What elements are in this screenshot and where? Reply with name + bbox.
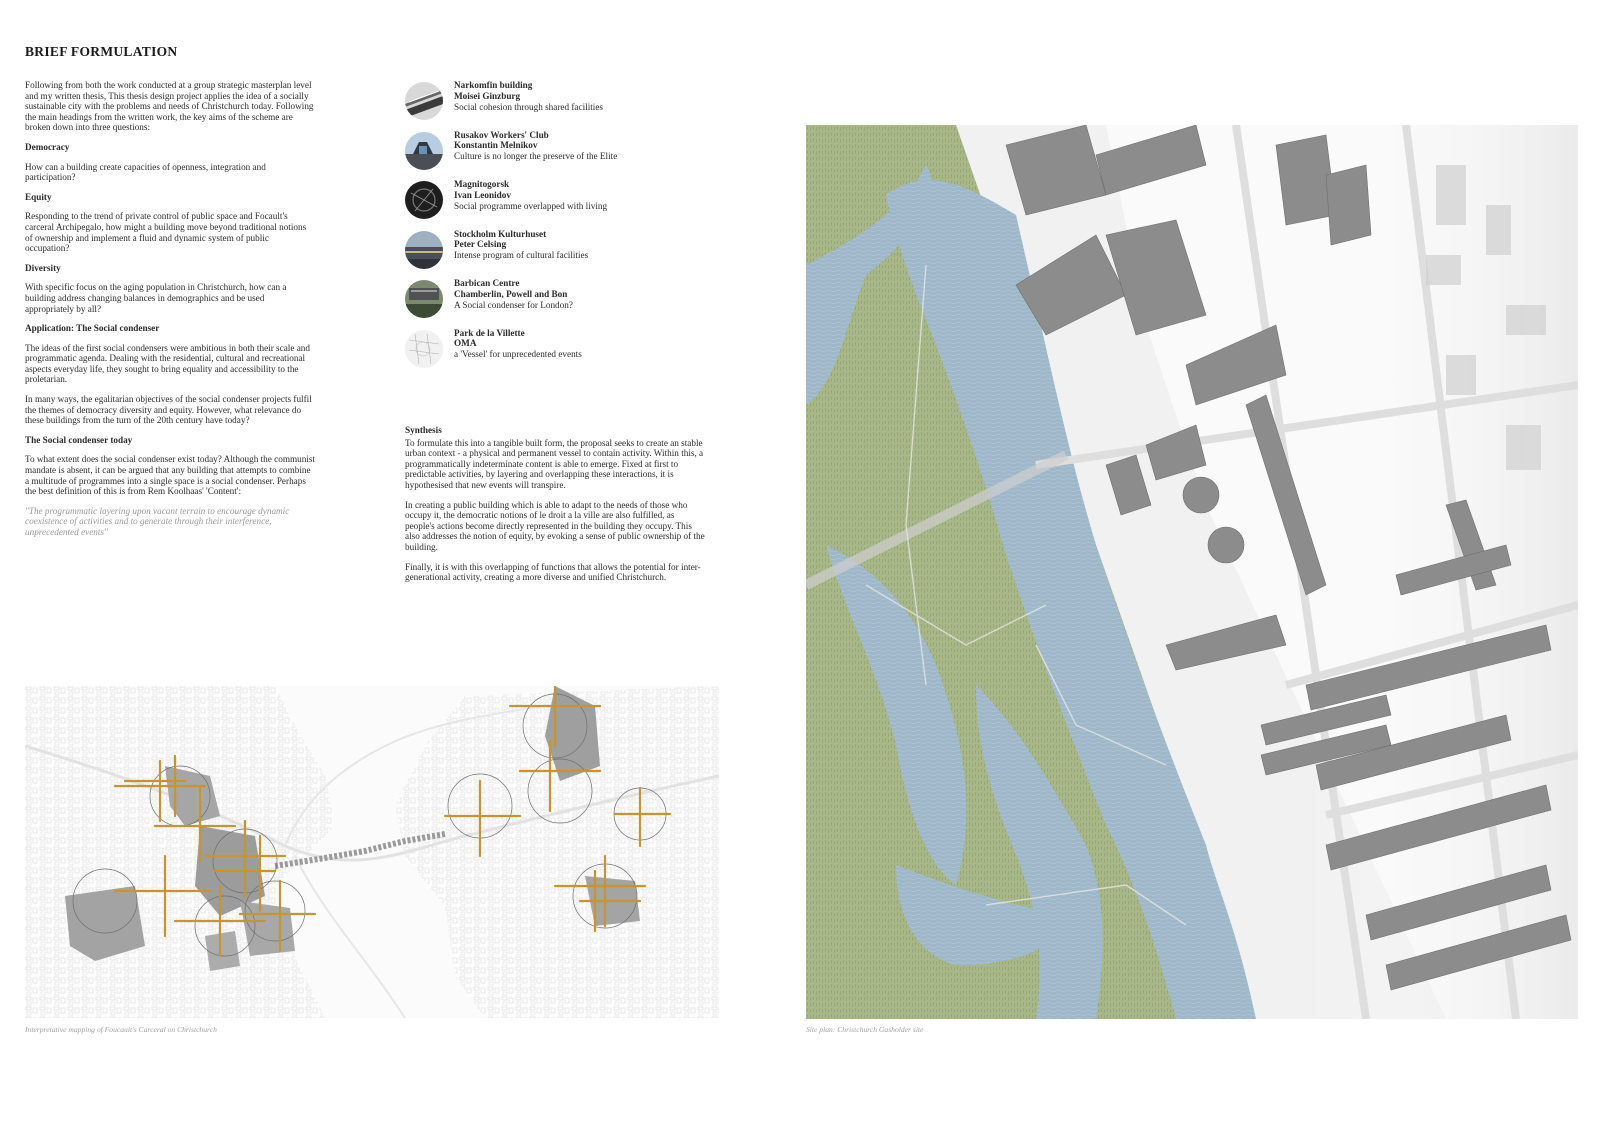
building-photo-icon	[405, 280, 443, 318]
precedent-architect: Peter Celsing	[454, 239, 507, 250]
synthesis-section	[405, 425, 705, 592]
application-heading: Application: The Social condenser	[25, 323, 160, 334]
diversity-heading: Diversity	[25, 262, 61, 273]
precedent-description: Social cohesion through shared facilities	[454, 101, 604, 112]
precedent-architect: Ivan Leonidov	[454, 189, 511, 200]
synthesis-heading: Synthesis	[405, 425, 442, 435]
precedent-name: Stockholm Kulturhuset	[454, 228, 547, 239]
precedent-list	[405, 80, 685, 377]
precedent-description: Social programme overlapped with living	[454, 200, 608, 211]
left-map-caption: Interpretative mapping of Foucault's Carceral on Christchurch	[25, 1025, 217, 1034]
precedent-description: A Social condenser for London?	[454, 299, 573, 310]
precedent-description: Intense program of cultural facilities	[454, 250, 589, 261]
precedent-name: Park de la Villette	[454, 327, 525, 338]
page-title: BRIEF FORMULATION	[25, 44, 178, 59]
carceral-mapping-figure	[25, 686, 719, 1018]
precedent-item	[405, 179, 685, 229]
precedent-architect: Chamberlin, Powell and Bon	[454, 288, 568, 299]
precedent-architect: OMA	[454, 338, 477, 349]
social-condenser-today-heading: The Social condenser today	[25, 434, 133, 445]
precedent-architect: Moisei Ginzburg	[454, 90, 521, 101]
precedent-item	[405, 328, 685, 378]
building-photo-icon	[405, 82, 443, 120]
equity-heading: Equity	[25, 191, 52, 202]
diversity-text: With specific focus on the aging population in Christchurch, how can a building address changing balances in demographics and be used appropriately by all?	[25, 282, 287, 314]
precedent-item	[405, 278, 685, 328]
precedent-name: Narkomfin building	[454, 80, 533, 90]
precedent-description: a 'Vessel' for unprecedented events	[454, 349, 582, 360]
brief-text-column	[25, 80, 315, 547]
building-photo-icon	[405, 231, 443, 269]
synthesis-text-1: To formulate this into a tangible built form, the proposal seeks to create an stable urban context - a physical and permanent vessel to contain activity. Within this, a programmatically indeterminate content is able to emerge. Fixed at first to predictable activities, by layering and overlapping these interactions, it is hypothesised that new events will transpire.	[405, 437, 704, 490]
building-photo-icon	[405, 181, 443, 219]
intro-paragraph: Following from both the work conducted at a group strategic masterplan level and my written thesis, This thesis design project applies the idea of a socially sustainable city with the problems and needs of Christchurch today. Following the main headings from the written work, the key aims of the scheme are broken down into three questions:	[25, 80, 314, 133]
synthesis-text-2: In creating a public building which is able to adapt to the needs of those who occupy it, the democratic notions of le droit a la ville are also fulfilled, as people's actions become directly represented in the building they occupy. This also addresses the notion of equity, by evoking a sense of public ownership of the building.	[405, 499, 705, 552]
synthesis-text-3: Finally, it is with this overlapping of functions that allows the potential for inter-generational activity, creating a more diverse and unified Christchurch.	[405, 561, 701, 583]
application-text-2: In many ways, the egalitarian objectives of the social condenser projects fulfil the themes of democracy diversity and equity. However, what relevance do these buildings from the turn of the 20th century have today?	[25, 394, 312, 426]
democracy-text: How can a building create capacities of openness, integration and participation?	[25, 161, 266, 183]
precedent-item	[405, 80, 685, 130]
plan-sketch-icon	[405, 330, 443, 368]
social-condenser-today-text: To what extent does the social condenser exist today? Although the communist mandate is absent, it can be argued that any building that attempts to combine a multitude of programmes into a single space is a social condenser. Perhaps the best definition of this is from Rem Koolhaas' 'Content':	[25, 454, 315, 497]
koolhaas-quote: "The programmatic layering upon vacant terrain to encourage dynamic coexistence of activities and to generate through their interference, unprecedented events"	[25, 505, 290, 537]
precedent-description: Culture is no longer the preserve of the Elite	[454, 151, 618, 162]
site-plan-figure	[806, 125, 1578, 1019]
precedent-name: Magnitogorsk	[454, 179, 510, 189]
democracy-heading: Democracy	[25, 141, 70, 152]
building-photo-icon	[405, 132, 443, 170]
precedent-name: Barbican Centre	[454, 278, 520, 288]
precedent-item	[405, 229, 685, 279]
application-text-1: The ideas of the first social condensers were ambitious in both their scale and programmatic agenda. Dealing with the residential, cultural and recreational aspects everyday life, they sought to bring equality and accessibility to the proletarian.	[25, 342, 310, 385]
precedent-name: Rusakov Workers' Club	[454, 129, 549, 140]
equity-text: Responding to the trend of private control of public space and Focault's carceral Archipegalo, how might a building move beyond traditional notions of ownership and implement a fluid and dynamic system of public occupation?	[25, 211, 307, 254]
precedent-architect: Konstantin Melnikov	[454, 140, 538, 151]
site-plan-caption: Site plan: Christchurch Gasholder site	[806, 1025, 924, 1034]
precedent-item	[405, 130, 685, 180]
